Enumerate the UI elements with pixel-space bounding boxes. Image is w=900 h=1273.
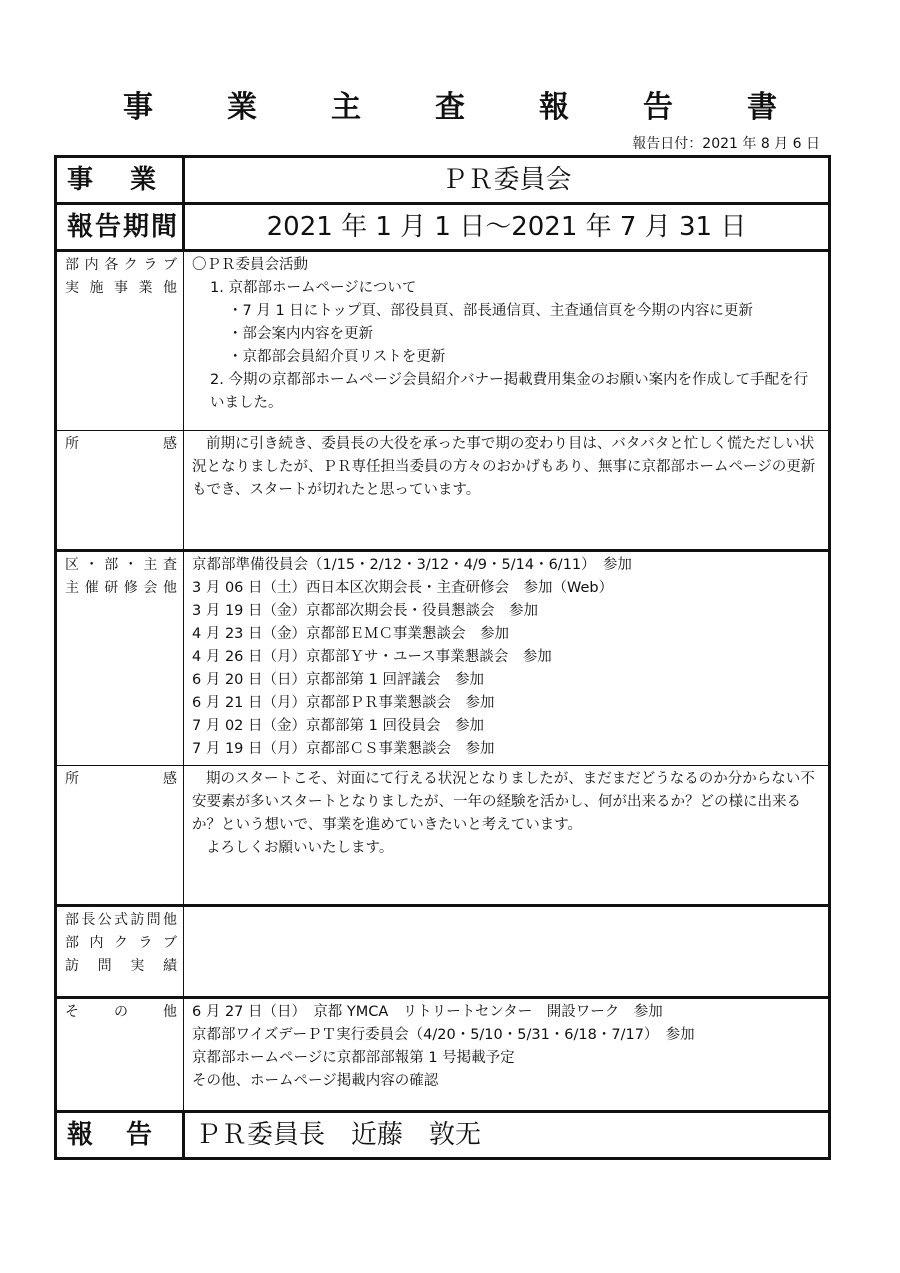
reporter-row: [56, 1112, 830, 1159]
seminars-label: 区・部・主査 主催研修会他: [65, 557, 177, 596]
seminar-item: 6 月 21 日（月）京都部ＰＲ事業懇談会 参加: [192, 695, 495, 711]
business-name-value: ＰＲ委員会: [441, 165, 572, 195]
impression2-paragraph: よろしくお願いいたします。: [206, 840, 394, 856]
business-name-label: 事 業: [67, 165, 171, 195]
other-item: 京都部ワイズデーＰＴ実行委員会（4/20・5/10・5/31・6/18・7/17） 参加: [192, 1027, 695, 1043]
visits-row: [56, 906, 830, 998]
activities-line: ・7 月 1 日にトップ頁、部役員頁、部長通信頁、主査通信頁を今期の内容に更新: [228, 303, 753, 319]
seminar-item: 7 月 19 日（月）京都部ＣＳ事業懇談会 参加: [192, 741, 495, 757]
impression2-paragraph: 期のスタートこそ、対面にて行える状況となりましたが、まだまだどうなるのか分からない不安要素が多いスタートとなりましたが、一年の経験を活かし、何が出来るか？どの様に出来るか？という想いで、事業を進めていきたいと考えています。: [192, 771, 815, 833]
activities-row: [56, 251, 830, 431]
other-item: その他、ホームページ掲載内容の確認: [192, 1073, 439, 1089]
reporter-value: ＰＲ委員長 近藤 敦无: [195, 1120, 482, 1150]
activities-line: 2. 今期の京都部ホームページ会員紹介バナー掲載費用集金のお願い案内を作成して手配を行いました。: [210, 372, 809, 411]
activities-content: [184, 252, 828, 419]
business-name-row: [56, 157, 830, 204]
impression1-label: 所 感: [65, 436, 177, 452]
seminars-row: [56, 551, 830, 766]
period-value: 2021 年 1 月 1 日～2021 年 7 月 31 日: [266, 212, 747, 242]
period-label: 報告期間: [67, 212, 180, 242]
other-item: 6 月 27 日（日） 京都 YMCA リトリートセンター 開設ワーク 参加: [192, 1004, 663, 1020]
activities-line: 1. 京都部ホームページについて: [210, 280, 417, 296]
other-label: そ の 他: [65, 1004, 177, 1020]
impression2-content: [184, 766, 828, 864]
activities-label: 部内各クラブ 実 施 事 業 他: [65, 257, 177, 296]
report-table: [54, 155, 831, 1160]
seminars-content: [184, 552, 828, 765]
seminar-item: 6 月 20 日（日）京都部第 1 回評議会 参加: [192, 672, 484, 688]
seminar-item: 3 月 19 日（金）京都部次期会長・役員懇談会 参加: [192, 603, 539, 619]
impression2-label: 所 感: [65, 771, 177, 787]
other-row: [56, 998, 830, 1112]
report-date: 報告日付：2021 年 8 月 6 日: [632, 136, 820, 152]
visits-label: 部長公式訪問他 部 内 ク ラ ブ 訪 問 実 績: [65, 912, 177, 974]
activities-line: ・部会案内内容を更新: [228, 326, 373, 342]
impression1-text: 前期に引き続き、委員長の大役を承った事で期の変わり目は、バタバタと忙しく慌ただしい状況となりましたが、ＰＲ専任担当委員の方々のおかげもあり、無事に京都部ホームページの更新もでき、スタートが切れたと思っています。: [192, 436, 816, 498]
reporter-label: 報 告: [67, 1120, 165, 1150]
seminar-item: 3 月 06 日（土）西日本区次期会長・主査研修会 参加（Web）: [192, 580, 614, 596]
visits-content: [184, 907, 828, 913]
period-row: [56, 204, 830, 251]
impression2-row: [56, 766, 830, 906]
seminar-item: 4 月 23 日（金）京都部ＥＭＣ事業懇談会 参加: [192, 626, 510, 642]
document-title: 事 業 主 査 報 告 書: [123, 90, 799, 125]
other-content: [184, 999, 828, 1097]
seminar-item: 京都部準備役員会（1/15・2/12・3/12・4/9・5/14・6/11） 参加: [192, 557, 632, 573]
activities-line: 〇ＰＲ委員会活動: [192, 257, 308, 273]
activities-line: ・京都部会員紹介頁リストを更新: [228, 349, 446, 365]
other-item: 京都部ホームページに京都部部報第 1 号掲載予定: [192, 1050, 515, 1066]
seminar-item: 4 月 26 日（月）京都部Ｙサ・ユース事業懇談会 参加: [192, 649, 552, 665]
seminar-item: 7 月 02 日（金）京都部第 1 回役員会 参加: [192, 718, 484, 734]
impression1-row: [56, 431, 830, 551]
